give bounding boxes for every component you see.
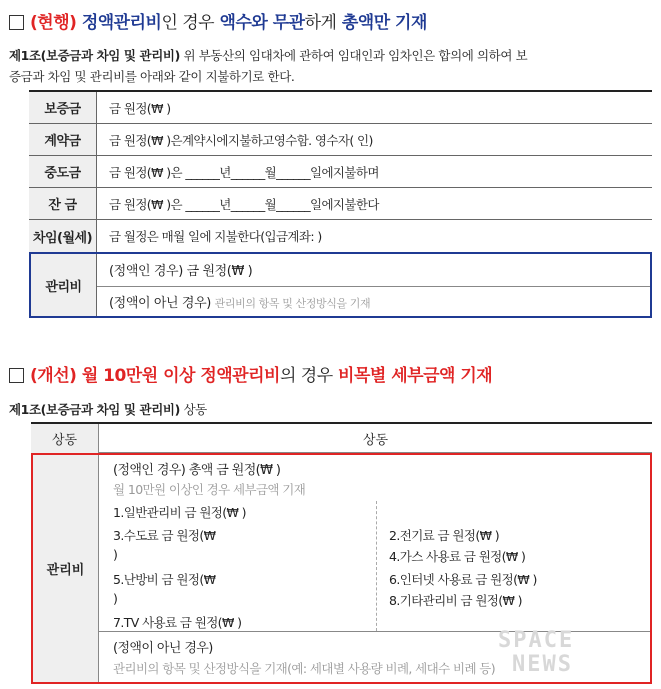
fee-item: 3.수도료 금 원정(₩	[113, 528, 216, 543]
row-label: 중도금	[29, 156, 97, 187]
section1-title-c: 액수와 무관	[219, 13, 305, 33]
fee-item: )	[113, 547, 118, 562]
table-row	[29, 156, 652, 188]
row-body: 금 원정(₩ )	[109, 100, 171, 116]
article-title: 제1조(보증금과 차임 및 관리비)	[9, 402, 180, 417]
row-body: 금 원정(₩ )은 ______년______월______일에지불하며	[109, 164, 379, 180]
variable-fee-note: 관리비의 항목 및 산정방식을 기재(예: 세대별 사용량 비례, 세대수 비례 등)	[113, 661, 496, 676]
row-label: 잔 금	[29, 188, 97, 219]
section1-title-a: 정액관리비	[81, 13, 162, 33]
row-body: 금 원정(₩ )은 ______년______월______일에지불한다	[109, 196, 379, 212]
table-row	[29, 92, 652, 124]
fee-item: 6.인터넷 사용료 금 원정(₩ )	[389, 572, 537, 587]
fee-item: 8.기타관리비 금 원정(₩ )	[389, 593, 522, 608]
variable-fee-line	[109, 292, 370, 311]
checkbox-icon	[9, 368, 24, 383]
divider	[97, 286, 650, 287]
checkbox-icon	[9, 15, 24, 30]
header-right: 상동	[362, 433, 389, 448]
variable-fee-note: 관리비의 항목 및 산정방식을 기재	[214, 297, 371, 310]
header-left: 상동	[31, 424, 99, 453]
section1-title-d: 하게	[304, 13, 337, 33]
variable-fee-heading: (정액이 아닌 경우)	[113, 641, 213, 656]
row-label: 보증금	[29, 92, 97, 123]
fee-item: 2.전기료 금 원정(₩ )	[389, 528, 500, 543]
variable-fee-heading: (정액이 아닌 경우)	[109, 296, 211, 311]
watermark-logo-line2: NEWS	[512, 652, 573, 677]
contract-table-current	[29, 90, 652, 316]
table-header-row	[31, 422, 652, 453]
table-row	[29, 124, 652, 156]
section1-title-b: 인 경우	[161, 13, 215, 33]
article-text: 상동	[179, 402, 207, 417]
section1-heading	[9, 8, 427, 33]
management-fee-label: 관리비	[33, 455, 99, 682]
fee-item: 5.난방비 금 원정(₩	[113, 572, 216, 587]
table-row	[29, 220, 652, 252]
fee-item: )	[113, 591, 118, 606]
column-divider	[376, 501, 377, 631]
table-row	[29, 188, 652, 220]
section2-heading	[9, 361, 492, 386]
row-label: 차임(월세)	[29, 220, 97, 252]
section2-title-b: 의 경우	[279, 366, 333, 386]
fixed-fee-line: (정액인 경우) 금 원정(₩ )	[109, 264, 253, 279]
fixed-fee-total-line: (정액인 경우) 총액 금 원정(₩ )	[113, 463, 281, 478]
section2-prefix: (개선)	[30, 366, 77, 386]
section1-article-line1	[9, 46, 527, 64]
fee-item: 7.TV 사용료 금 원정(₩ )	[113, 615, 242, 630]
article-text: 위 부동산의 임대차에 관하여 임대인과 임차인은 합의에 의하여 보	[179, 48, 528, 63]
article-title: 제1조(보증금과 차임 및 관리비)	[9, 48, 180, 63]
fee-item: 1.일반관리비 금 원정(₩ )	[113, 505, 246, 520]
section2-title-a: 월 10만원 이상 정액관리비	[81, 366, 280, 386]
section2-article	[9, 400, 207, 418]
watermark-logo-line1: SPACE	[498, 628, 575, 653]
detail-note: 월 10만원 이상인 경우 세부금액 기재	[113, 482, 306, 497]
section1-title-e: 총액만 기재	[341, 13, 427, 33]
management-fee-box-current	[29, 252, 652, 318]
fee-item: 4.가스 사용료 금 원정(₩ )	[389, 549, 526, 564]
row-body: 금 원정(₩ )은계약시에지불하고영수함. 영수자( 인)	[109, 132, 373, 148]
row-label: 계약금	[29, 124, 97, 155]
row-body: 금 월정은 매월 일에 지불한다(입금계좌: )	[109, 229, 322, 244]
section2-title-c: 비목별 세부금액 기재	[338, 366, 493, 386]
section1-article-line2: 증금과 차임 및 관리비를 아래와 같이 지불하기로 한다.	[9, 69, 295, 84]
management-fee-label: 관리비	[31, 254, 97, 316]
section1-prefix: (현행)	[30, 13, 77, 33]
